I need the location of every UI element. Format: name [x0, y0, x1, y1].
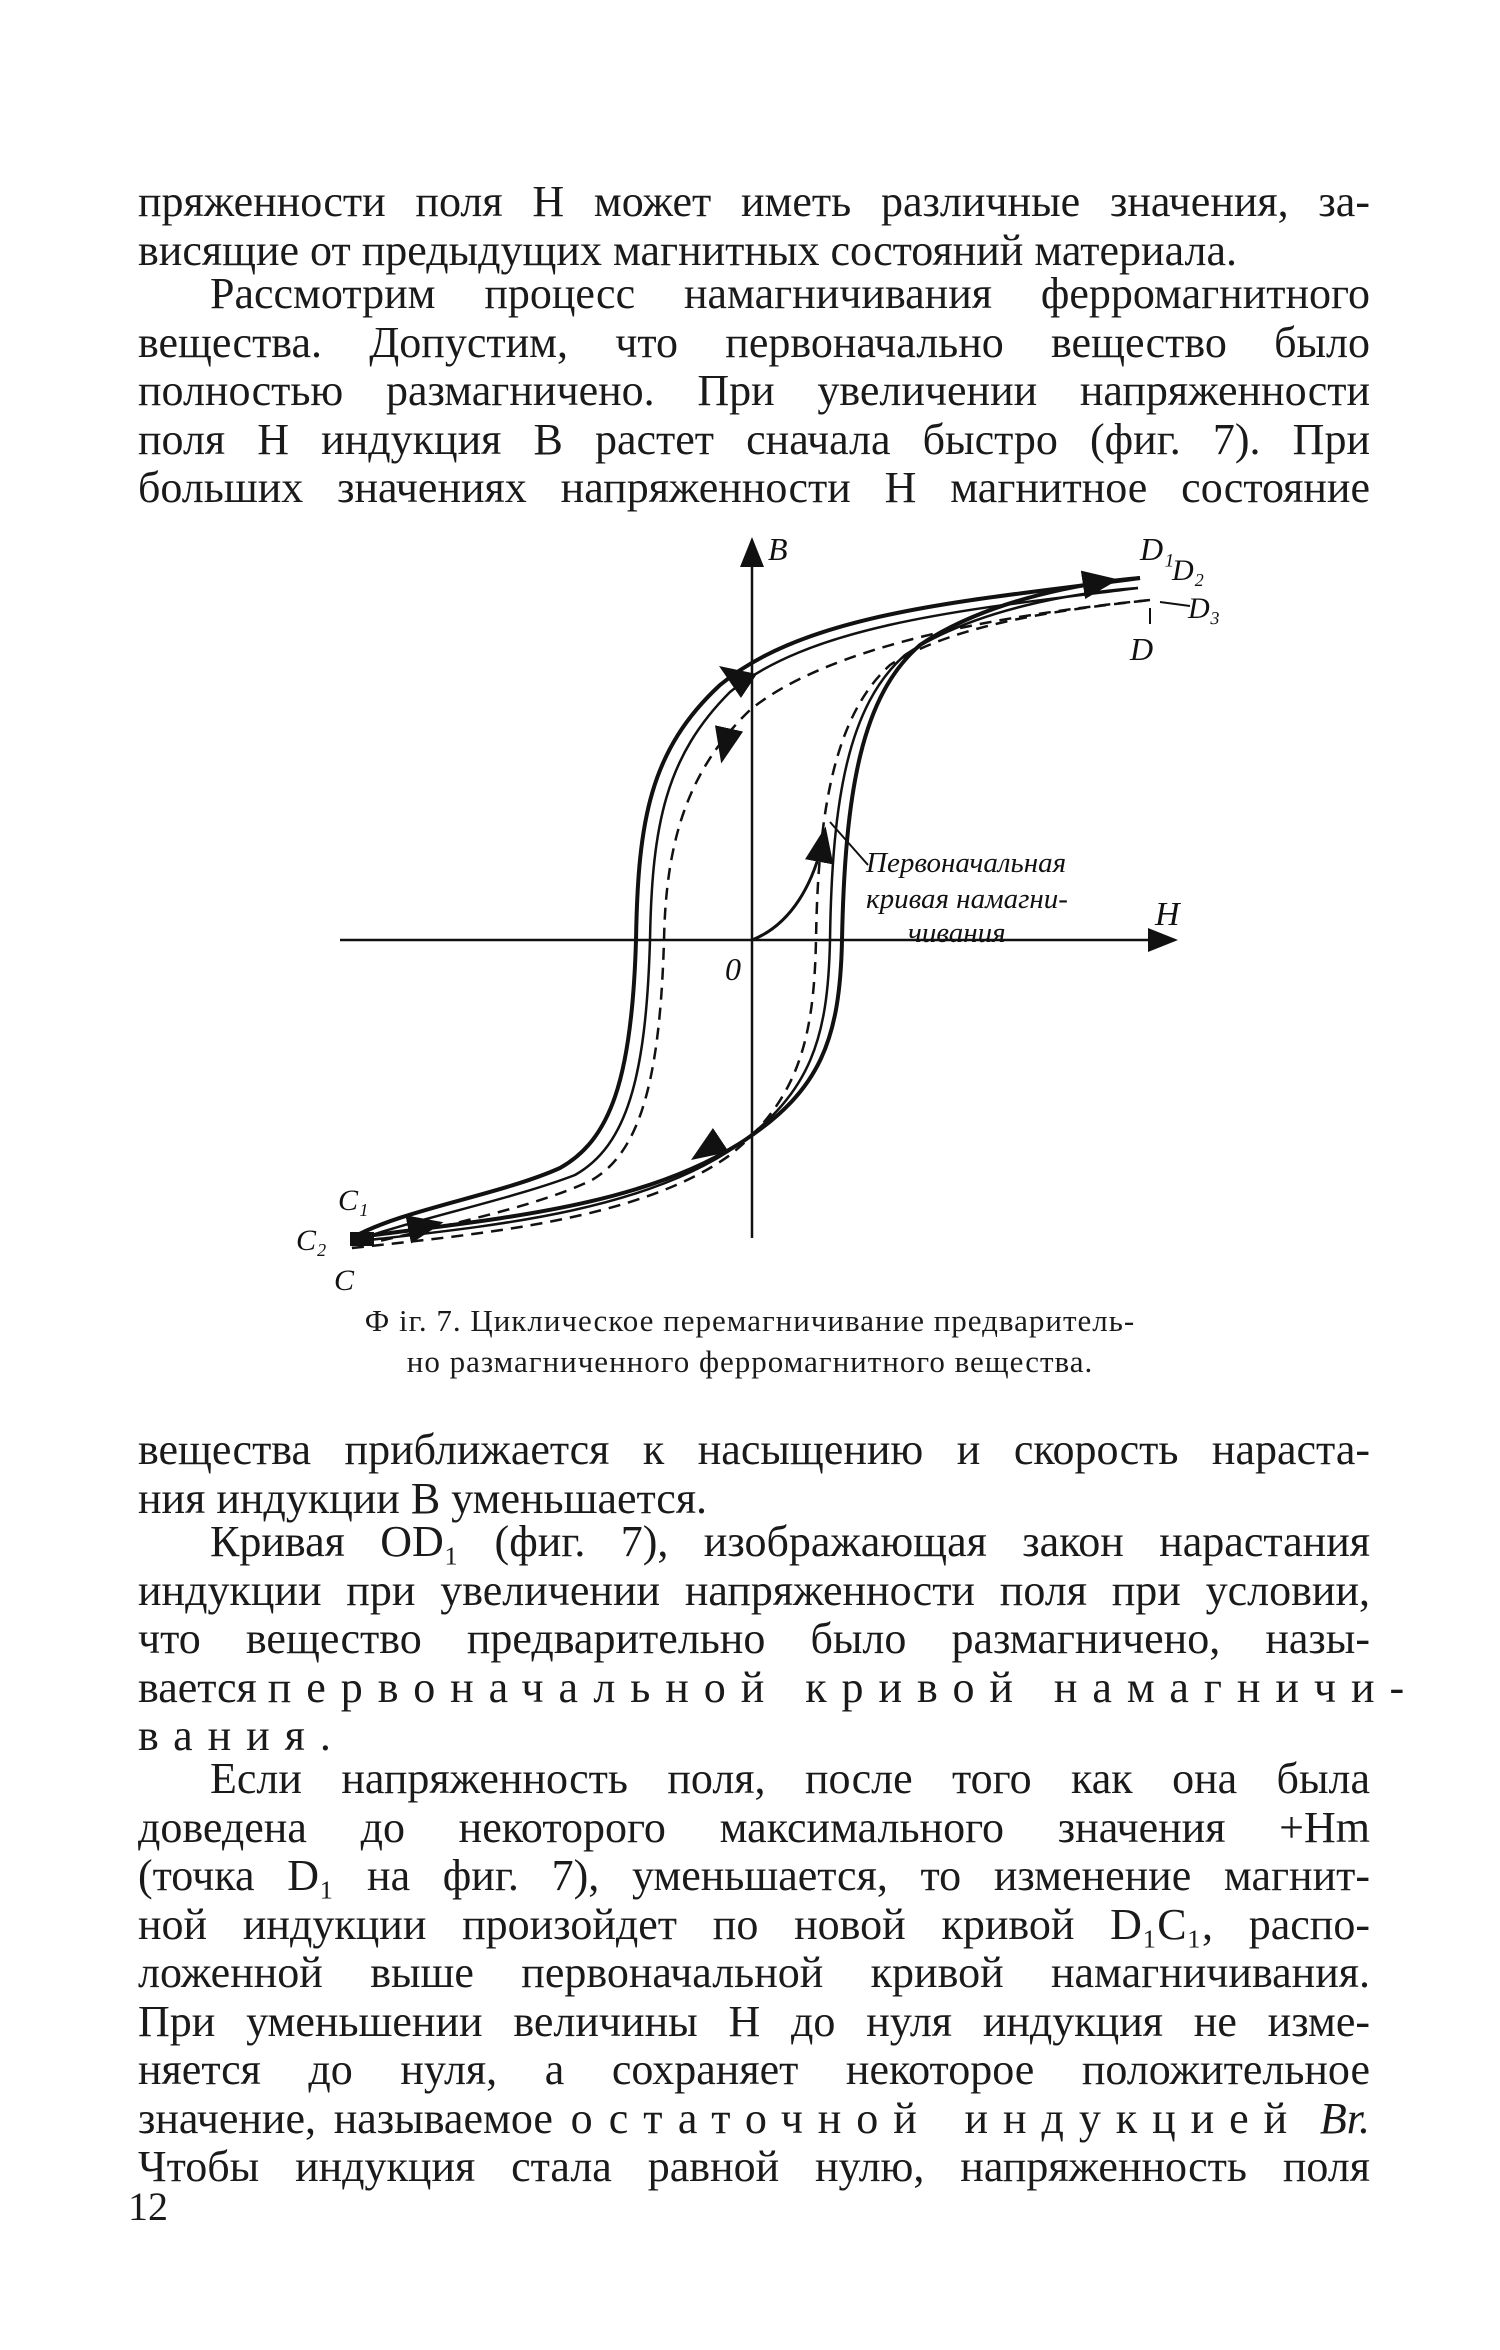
point-label-d3: D₃ [1188, 592, 1221, 625]
text-line: (точка D₁ на фиг. 7), уменьшается, то изменение магнит- [138, 1851, 1370, 1900]
text-line: ния индукции B уменьшается. [138, 1473, 708, 1523]
page-number: 12 [128, 2184, 168, 2229]
spaced-term: первоначальной кривой намагничи- [267, 1662, 1420, 1712]
point-label-d1: D₁ [1140, 531, 1175, 567]
direction-arrow [694, 1146, 712, 1158]
annotation-line: чивания [908, 917, 1006, 949]
point-label-d: D [1130, 631, 1154, 667]
caption-line: Ф іг. 7. Циклическое перемагничивание предваритель- [364, 1303, 1136, 1338]
point-label-c1: C₁ [338, 1184, 369, 1217]
text-line: доведена до некоторого максимального значения +Hm [138, 1802, 1370, 1852]
middle-loop-descending [352, 588, 1138, 1242]
text-line: Если напряженность поля, после того как она была [210, 1754, 1370, 1803]
text-line: При уменьшении величины H до нуля индукция не изме- [138, 1996, 1370, 2046]
text-line: больших значениях напряженности H магнитное состояние [138, 463, 1370, 512]
figure-hysteresis [0, 520, 1500, 1420]
point-label-d2: D₂ [1172, 554, 1205, 587]
point-label-c: C [334, 1264, 355, 1297]
paragraph-4 [138, 1517, 1420, 1761]
point-label-c2: C₂ [296, 1224, 327, 1257]
paragraph-3 [138, 1426, 1370, 1523]
axis-label-h: H [1155, 896, 1180, 933]
paragraph-5 [138, 1755, 1370, 2192]
text-line: вещества. Допустим, что первоначально вещество было [138, 317, 1370, 367]
figure-caption [260, 1300, 1240, 1382]
text-line: пряженности поля H может иметь различные значения, за- [138, 177, 1370, 226]
text-span: вается [138, 1662, 257, 1712]
text-line: ной индукции произойдет по новой кривой D₁C₁, распо- [138, 1899, 1370, 1949]
paragraph-1 [138, 178, 1370, 275]
spaced-term: остаточной индукцией [570, 2093, 1303, 2143]
text-line [138, 1662, 1420, 1713]
text-line: няется до нуля, а сохраняет некоторое положительное [138, 2045, 1370, 2094]
hysteresis-diagram [0, 520, 1500, 1420]
annotation-line: кривая намагни- [866, 883, 1068, 915]
axis-label-b: B [768, 531, 788, 567]
symbol-br: Br. [1319, 2093, 1371, 2143]
text-span: значение, называемое [138, 2093, 553, 2143]
spaced-term: вания. [138, 1711, 346, 1760]
middle-loop-ascending [352, 588, 1138, 1242]
direction-arrow [722, 742, 726, 760]
paragraph-2 [138, 270, 1370, 513]
annotation-line: Первоначальная [866, 847, 1067, 879]
text-line: индукции при увеличении напряженности поля при условии, [138, 1565, 1370, 1615]
initial-magnetization-curve [752, 830, 825, 940]
d3-tick [1160, 602, 1190, 606]
text-line: поля H индукция B растет сначала быстро (фиг. 7). При [138, 414, 1370, 464]
caption-line: но размагниченного ферромагнитного вещества. [406, 1344, 1094, 1379]
text-line: Рассмотрим процесс намагничивания ферромагнитного [210, 269, 1370, 318]
text-line: Кривая OD₁ (фиг. 7), изображающая закон нарастания [210, 1517, 1370, 1566]
text-line: что вещество предварительно было размагничено, назы- [138, 1614, 1370, 1663]
text-line: висящие от предыдущих магнитных состояний материала. [138, 225, 1237, 275]
text-line: Чтобы индукция стала равной нулю, напряженность поля [138, 2142, 1370, 2191]
origin-label: 0 [725, 951, 741, 987]
text-line: ложенной выше первоначальной кривой намагничивания. [138, 1948, 1370, 1997]
endpoint-c-mark [350, 1232, 374, 1246]
text-line: полностью размагничено. При увеличении напряженности [138, 366, 1370, 415]
text-line: вещества приближается к насыщению и скорость нараста- [138, 1425, 1370, 1474]
text-line [138, 2095, 1370, 2144]
